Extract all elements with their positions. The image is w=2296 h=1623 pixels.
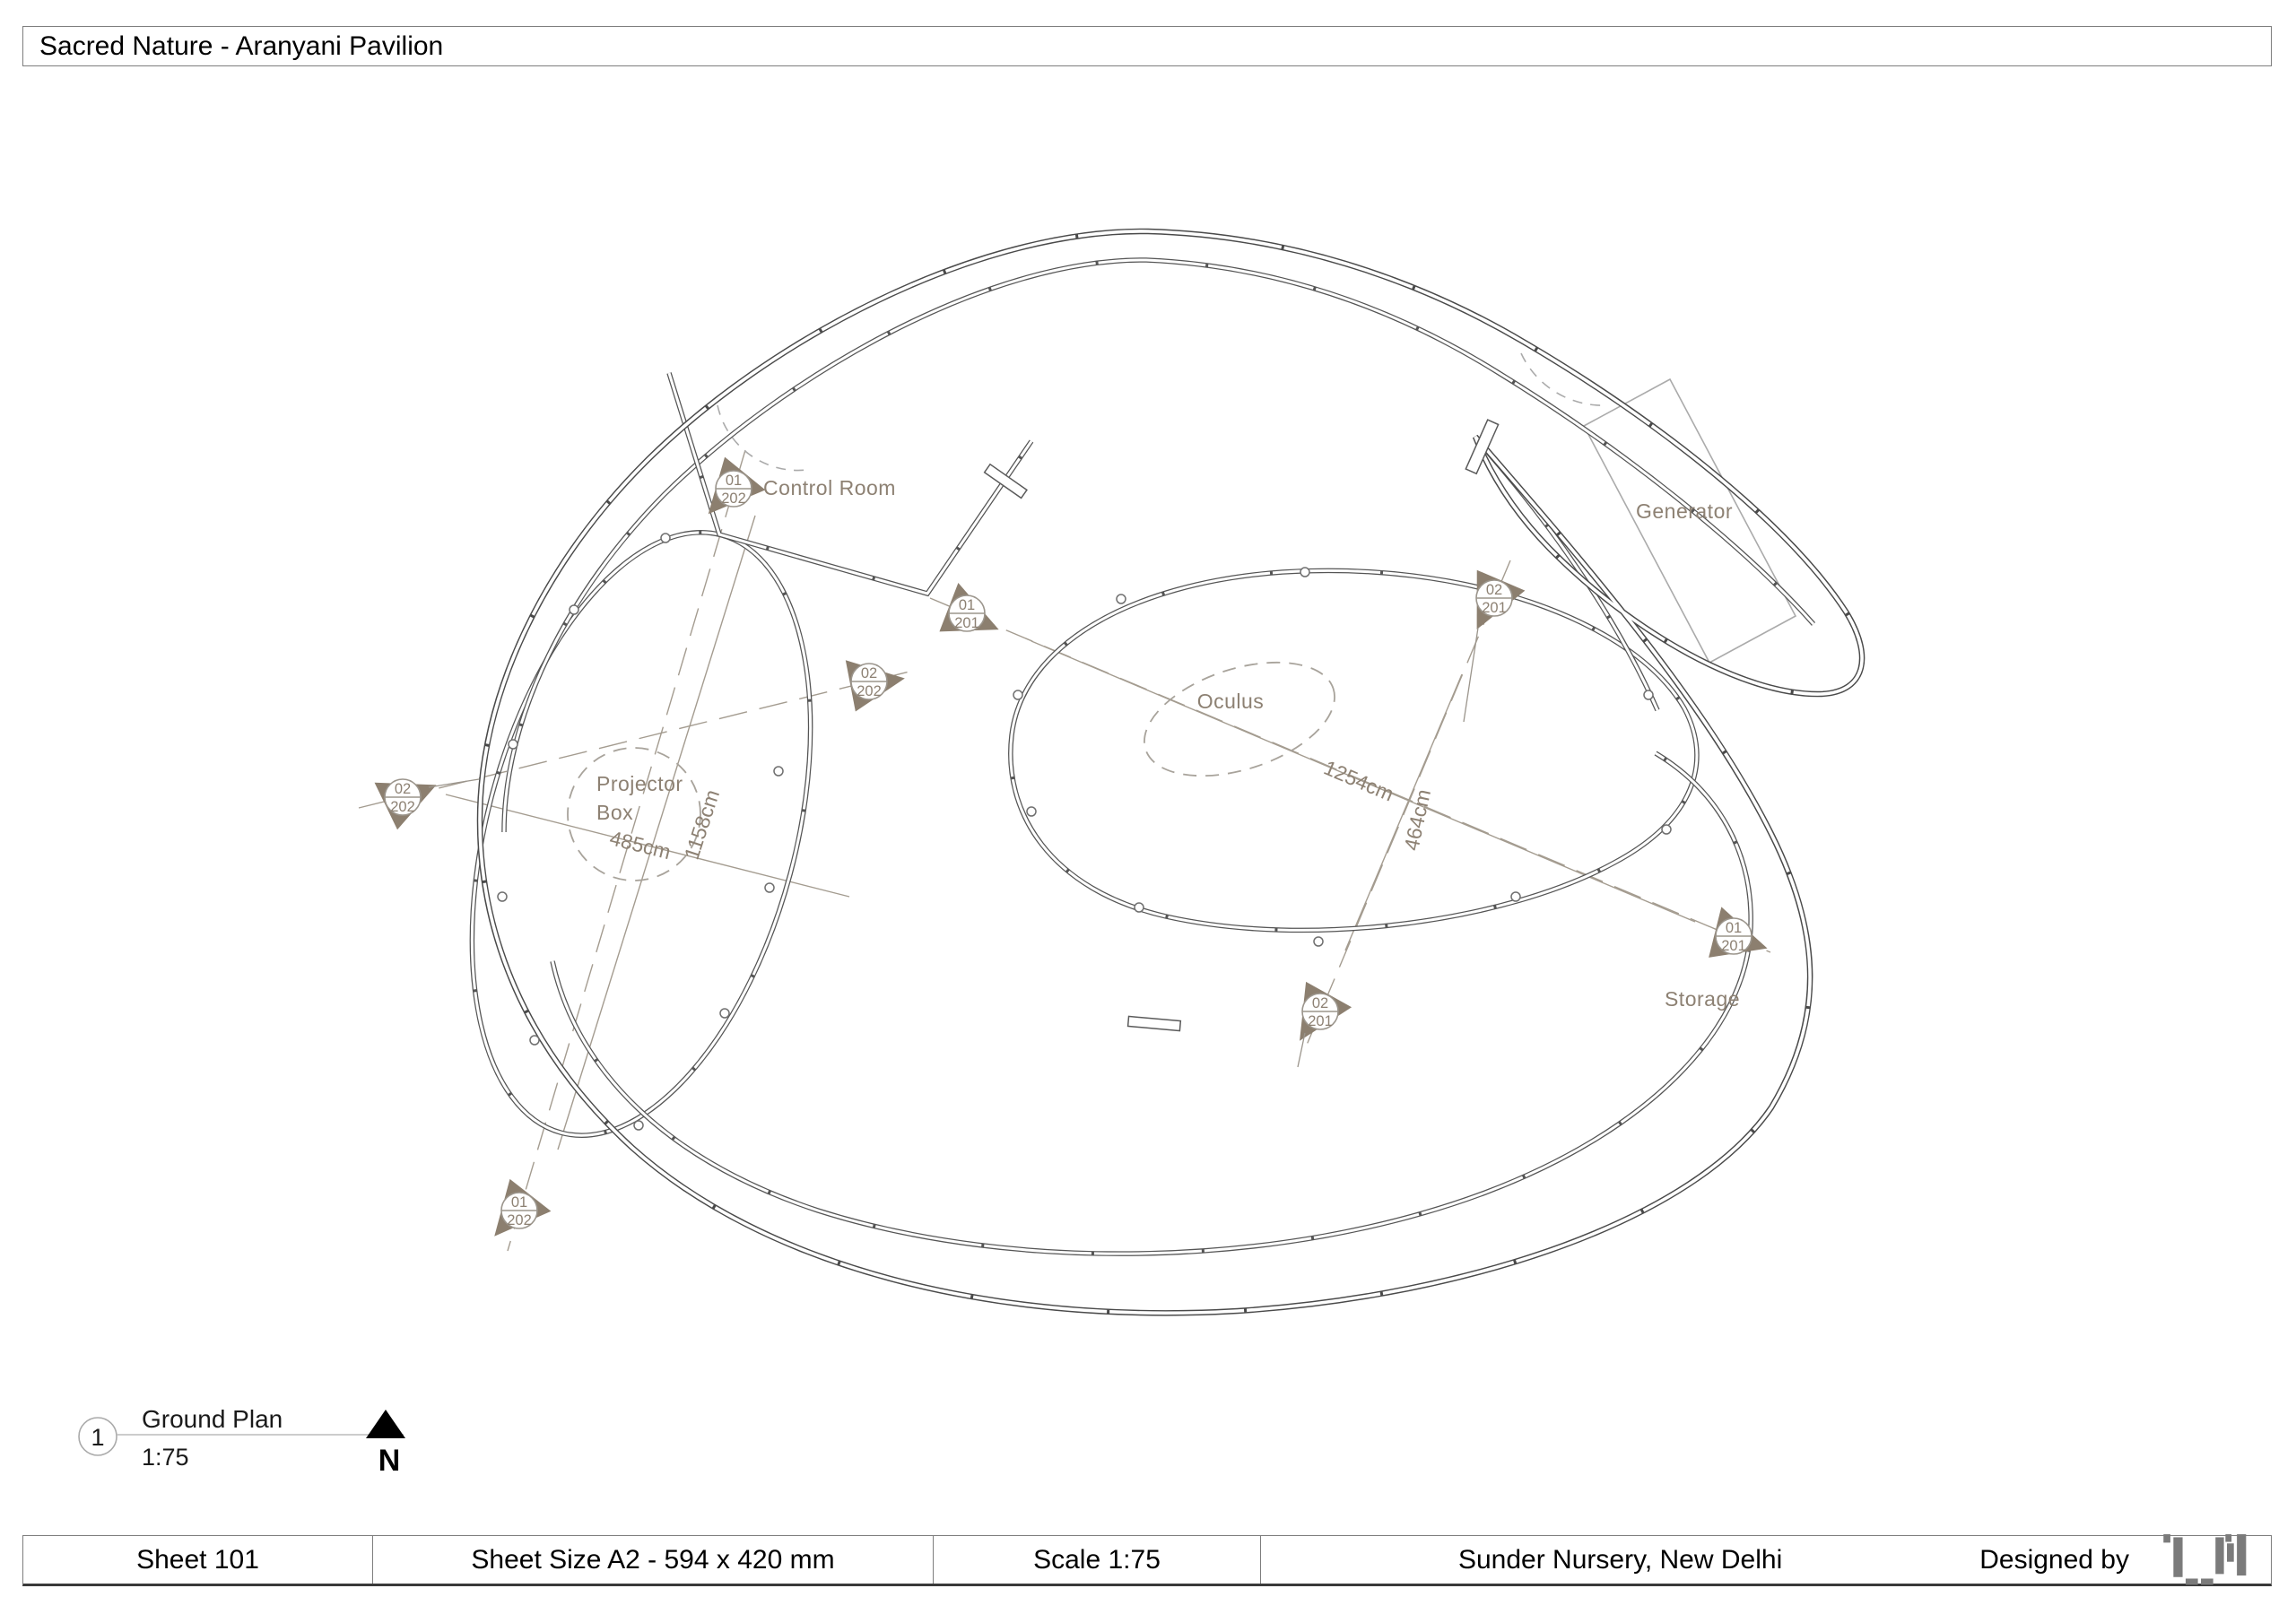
svg-text:201: 201 (1721, 938, 1746, 954)
svg-text:01: 01 (958, 597, 976, 613)
section-marker-01-202-b (474, 1176, 551, 1253)
callout-title: Ground Plan (142, 1405, 283, 1433)
svg-text:02: 02 (860, 665, 878, 681)
svg-text:202: 202 (721, 490, 746, 507)
title-block (22, 1535, 2272, 1586)
sheet-title: Sacred Nature - Aranyani Pavilion (39, 30, 444, 61)
door-leaves (985, 420, 1499, 1030)
section-marker-02-202-b (375, 763, 479, 831)
section-markers (375, 453, 1776, 1252)
dim-1158cm: 1158cm (679, 786, 725, 863)
projector-box-dashed-outline (568, 748, 700, 881)
oculus-label: Oculus (1196, 690, 1265, 713)
section-lines (359, 450, 1770, 1251)
svg-text:02: 02 (394, 781, 412, 797)
svg-text:201: 201 (1482, 600, 1507, 616)
wall-nodes (498, 534, 1671, 1130)
view-callout (79, 1405, 404, 1471)
svg-text:01: 01 (1725, 920, 1743, 936)
svg-text:02: 02 (1485, 582, 1503, 598)
svg-text:201: 201 (954, 615, 979, 631)
title-block-sheet-size: Sheet Size A2 - 594 x 420 mm (373, 1536, 934, 1584)
callout-scale: 1:75 (142, 1444, 189, 1471)
dim-464cm: 464cm (1399, 786, 1436, 853)
svg-text:201: 201 (1308, 1013, 1333, 1029)
north-arrow (366, 1410, 405, 1478)
callout-number: 1 (91, 1424, 105, 1451)
title-block-scale: Scale 1:75 (934, 1536, 1261, 1584)
oculus-dashed-outline (1130, 641, 1349, 798)
dim-1254cm: 1254cm (1320, 755, 1397, 806)
section-marker-02-202 (846, 655, 908, 712)
generator-label: Generator (1635, 499, 1734, 523)
project-location: Sunder Nursery, New Delhi (1457, 1544, 1783, 1575)
projector-box-label-line1: Projector (596, 772, 683, 795)
section-marker-02-201 (1452, 565, 1526, 722)
title-block-sheet-number: Sheet 101 (23, 1536, 373, 1584)
storage-label: Storage (1664, 987, 1741, 1011)
designed-by-label: Designed by (1979, 1544, 2129, 1575)
svg-text:01: 01 (510, 1194, 528, 1211)
projector-box-label-line2: Box (596, 801, 634, 824)
title-block-right-cell (1261, 1536, 2271, 1584)
svg-text:202: 202 (857, 683, 882, 699)
north-arrow-icon (366, 1410, 405, 1438)
svg-text:202: 202 (390, 799, 415, 815)
designer-logo (2156, 1534, 2257, 1586)
control-room-label: Control Room (763, 476, 896, 499)
section-marker-01-201 (935, 583, 1009, 655)
section-marker-01-201-b (1704, 907, 1776, 975)
dim-485cm: 485cm (607, 826, 674, 864)
section-marker-02-201-b (1276, 977, 1352, 1067)
svg-text:02: 02 (1311, 995, 1329, 1011)
north-label: N (378, 1444, 401, 1478)
svg-text:01: 01 (725, 473, 743, 489)
svg-text:202: 202 (507, 1212, 532, 1228)
